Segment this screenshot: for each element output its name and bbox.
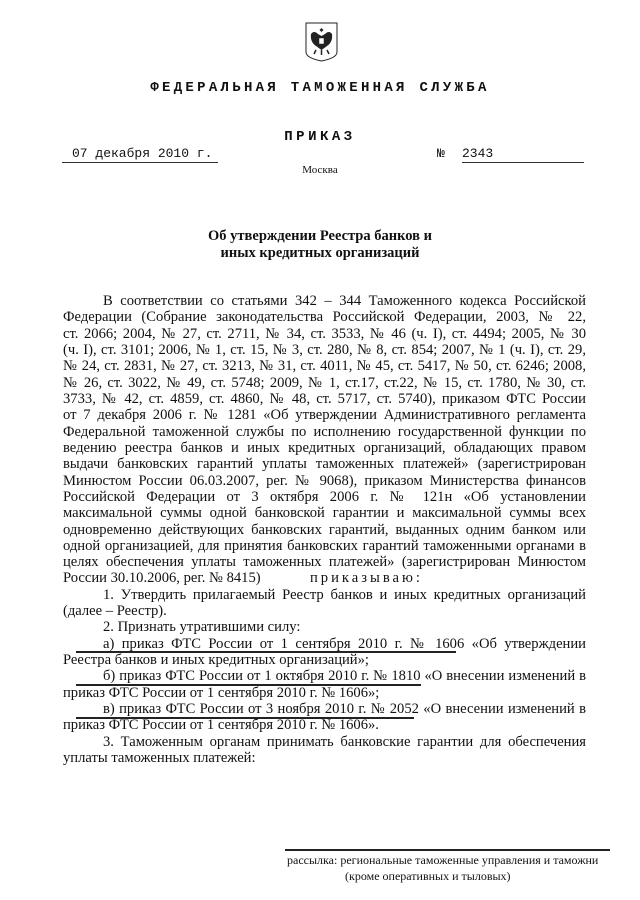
- item-1: (далее – Реестр).: [63, 603, 167, 619]
- preamble-line: Минюстом России 06.03.2007, рег. № 9068), приказом Министерства финансов: [63, 472, 586, 489]
- item-3: 3. Таможенным органам принимать банковские гарантии для обеспечения: [103, 733, 586, 750]
- item-2b: приказ ФТС России от 1 сентября 2010 г. № 1606»;: [63, 684, 380, 701]
- preamble-line: от 7 декабря 2006 г. № 1281 «Об утверждении Административного регламента: [63, 407, 586, 423]
- preamble-line: ст. 2066; 2004, № 27, ст. 2711, № 34, ст. 3533, № 46 (ч. I), ст. 4494; 2005, № 30: [63, 325, 586, 342]
- russian-coat-of-arms-icon: [305, 22, 338, 62]
- document-type: ПРИКАЗ: [284, 129, 356, 145]
- item-2: 2. Признать утратившими силу:: [103, 619, 301, 635]
- item-2b: б) приказ ФТС России от 1 октября 2010 г. № 1810 «О внесении изменений в: [103, 668, 586, 684]
- item-2c: в) приказ ФТС России от 3 ноября 2010 г. № 2052 «О внесении изменений в: [103, 701, 586, 717]
- item-3: уплаты таможенных платежей:: [63, 750, 256, 766]
- preamble-line: 3733, № 42, ст. 4859, ст. 4860, № 48, ст. 5717, ст. 5740), приказом ФТС России: [63, 391, 586, 407]
- preamble-line: № 26, ст. 3022, № 49, ст. 5748; 2009, № 1, ст.17, ст.22, № 15, ст. 1780, № 30, ст.: [63, 374, 586, 391]
- document-number-label: №: [437, 146, 445, 161]
- preamble-line: выдачи банковских гарантий уплаты таможенных платежей» (зарегистрирован: [63, 456, 586, 472]
- preamble-line: ведению реестра банков и иных кредитных организаций, обладающих правом: [63, 440, 586, 456]
- preamble-line: № 24, ст. 2831, № 27, ст. 3213, № 31, ст. 4011, № 45, ст. 5417, № 50, ст. 6246; 2008,: [63, 358, 586, 374]
- item-1: 1. Утвердить прилагаемый Реестр банков и иных кредитных организаций: [103, 586, 586, 603]
- item-2c: приказ ФТС России от 1 сентября 2010 г. № 1606».: [63, 717, 379, 733]
- preamble-line: России 30.10.2006, рег. № 8415): [63, 570, 261, 586]
- document-subject: [0, 228, 640, 262]
- order-word: приказываю:: [310, 570, 423, 586]
- preamble-line: Федерации (Собрание законодательства Российской Федерации, 2003, № 22,: [63, 309, 586, 325]
- subject-line: Об утверждении Реестра банков и: [208, 228, 432, 244]
- preamble-line: целях обеспечения уплаты таможенных платежей» (зарегистрирован Минюстом: [63, 554, 586, 570]
- preamble-line: В соответствии со статьями 342 – 344 Таможенного кодекса Российской: [103, 293, 586, 309]
- document-date: 07 декабря 2010 г.: [62, 146, 218, 163]
- preamble-line: Российской Федерации от 3 октября 2006 г. № 121н «Об установлении: [63, 489, 586, 505]
- document-number: 2343: [462, 146, 584, 163]
- document-city: Москва: [302, 164, 338, 176]
- item-2a: Реестра банков и иных кредитных организаций»;: [63, 652, 369, 668]
- distribution-divider: [285, 849, 610, 851]
- preamble-line: одной организацией, для принятия банковских гарантий таможенными органами в: [63, 538, 586, 554]
- distribution-list: рассылка: региональные таможенные управления и таможни: [287, 853, 599, 867]
- preamble-line: одновременно действующих банковских гарантий, выданных одним банком или: [63, 521, 586, 538]
- preamble-line: (ч. I), ст. 3101; 2006, № 1, ст. 15, № 3, ст. 280, № 8, ст. 854; 2007, № 1 (ч. I), ст. 29,: [63, 342, 586, 358]
- item-2a: а) приказ ФТС России от 1 сентября 2010 г. № 1606 «Об утверждении: [103, 635, 586, 652]
- organization-name: ФЕДЕРАЛЬНАЯ ТАМОЖЕННАЯ СЛУЖБА: [150, 80, 490, 96]
- preamble-line: Федеральной таможенной службы по исполнению государственной функции по: [63, 423, 586, 440]
- preamble-line: максимальной суммы одной банковской гарантии и максимальной суммы всех: [63, 505, 586, 521]
- subject-line: иных кредитных организаций: [220, 245, 420, 261]
- distribution-list: (кроме оперативных и тыловых): [345, 869, 511, 883]
